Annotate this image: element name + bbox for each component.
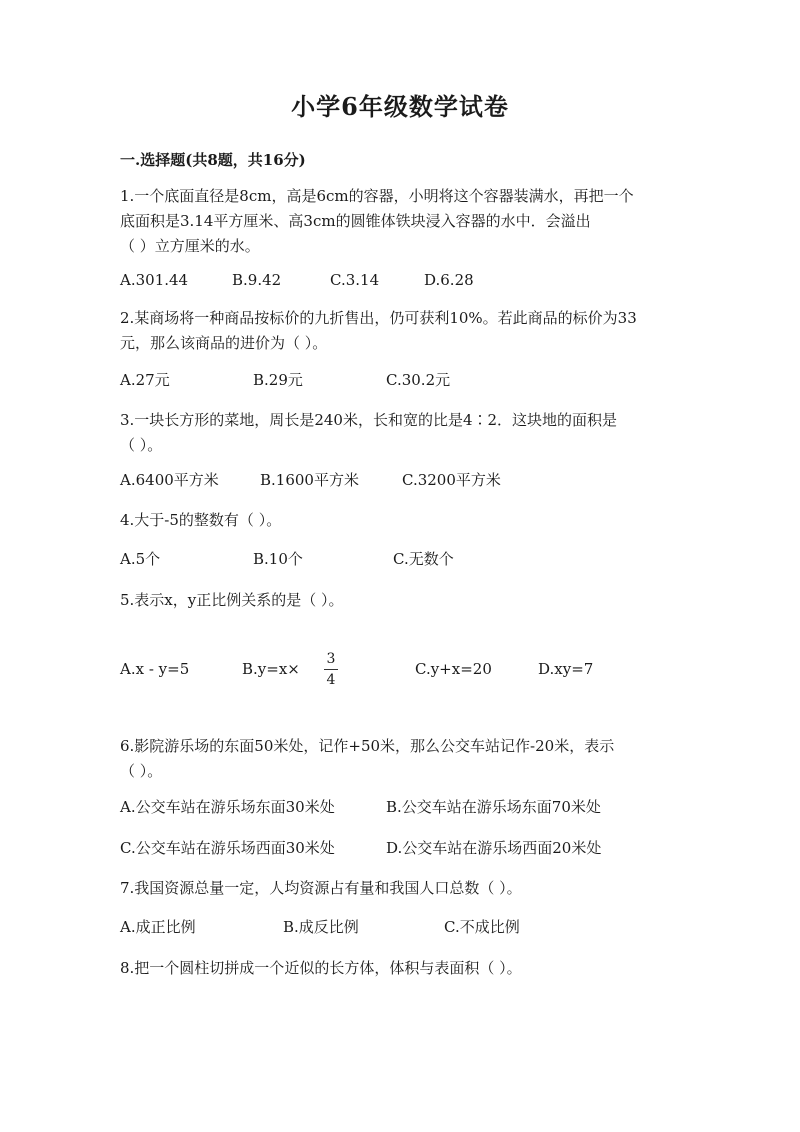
question-8: 8.把一个圆柱切拼成一个近似的长方体，体积与表面积（ ）。 xyxy=(120,959,522,977)
q3-option-b[interactable]: B.1600平方米 xyxy=(260,471,359,489)
question-3: 3.一块长方形的菜地，周长是240米，长和宽的比是4∶2．这块地的面积是 （ ）。 xyxy=(120,411,618,454)
q4-option-c[interactable]: C.无数个 xyxy=(393,550,454,568)
q1-option-a[interactable]: A.301.44 xyxy=(120,271,189,289)
q6-option-a[interactable]: A.公交车站在游乐场东面30米处 xyxy=(120,798,335,816)
q5-option-d[interactable]: D.xy=7 xyxy=(538,660,594,678)
q3-option-c[interactable]: C.3200平方米 xyxy=(402,471,501,489)
q6-option-c[interactable]: C.公交车站在游乐场西面30米处 xyxy=(120,839,335,857)
q7-option-c[interactable]: C.不成比例 xyxy=(444,918,520,936)
q5-option-a[interactable]: A.x - y=5 xyxy=(120,660,190,678)
question-2: 2.某商场将一种商品按标价的九折售出，仍可获利10%。若此商品的标价为33 元，那么该商品的进价为（ ）。 xyxy=(120,309,637,352)
q2-option-c[interactable]: C.30.2元 xyxy=(386,371,451,389)
question-5: 5.表示x，y正比例关系的是（ ）。 xyxy=(120,591,344,609)
q1-option-c[interactable]: C.3.14 xyxy=(330,271,380,289)
q5-fraction xyxy=(323,650,339,689)
q2-option-a[interactable]: A.27元 xyxy=(120,371,170,389)
q3-option-a[interactable]: A.6400平方米 xyxy=(120,471,219,489)
page-title: 小学6年级数学试卷 xyxy=(291,92,509,121)
q1-option-d[interactable]: D.6.28 xyxy=(424,271,474,289)
fraction-bar xyxy=(324,669,338,670)
q5-option-b[interactable]: B.y=x× xyxy=(242,660,300,678)
q4-option-a[interactable]: A.5个 xyxy=(120,550,161,568)
q6-option-b[interactable]: B.公交车站在游乐场东面70米处 xyxy=(386,798,601,816)
q5-option-c[interactable]: C.y+x=20 xyxy=(415,660,492,678)
q2-option-b[interactable]: B.29元 xyxy=(253,371,303,389)
fraction-numerator: 3 xyxy=(326,651,336,667)
q7-option-b[interactable]: B.成反比例 xyxy=(283,918,359,936)
q1-option-b[interactable]: B.9.42 xyxy=(232,271,282,289)
q7-option-a[interactable]: A.成正比例 xyxy=(120,918,196,936)
section-heading: 一.选择题(共8题，共16分) xyxy=(120,151,306,169)
fraction-denominator: 4 xyxy=(326,672,336,688)
question-6: 6.影院游乐场的东面50米处，记作+50米，那么公交车站记作-20米，表示 （ ）。 xyxy=(120,737,615,780)
question-1: 1.一个底面直径是8cm，高是6cm的容器，小明将这个容器装满水，再把一个 底面积是3.14平方厘米、高3cm的圆锥体铁块浸入容器的水中．会溢出 （ ）立方厘米的水。 xyxy=(120,187,634,255)
question-7: 7.我国资源总量一定，人均资源占有量和我国人口总数（ ）。 xyxy=(120,879,522,897)
question-4: 4.大于-5的整数有（ ）。 xyxy=(120,511,282,529)
q4-option-b[interactable]: B.10个 xyxy=(253,550,303,568)
q6-option-d[interactable]: D.公交车站在游乐场西面20米处 xyxy=(386,839,602,857)
